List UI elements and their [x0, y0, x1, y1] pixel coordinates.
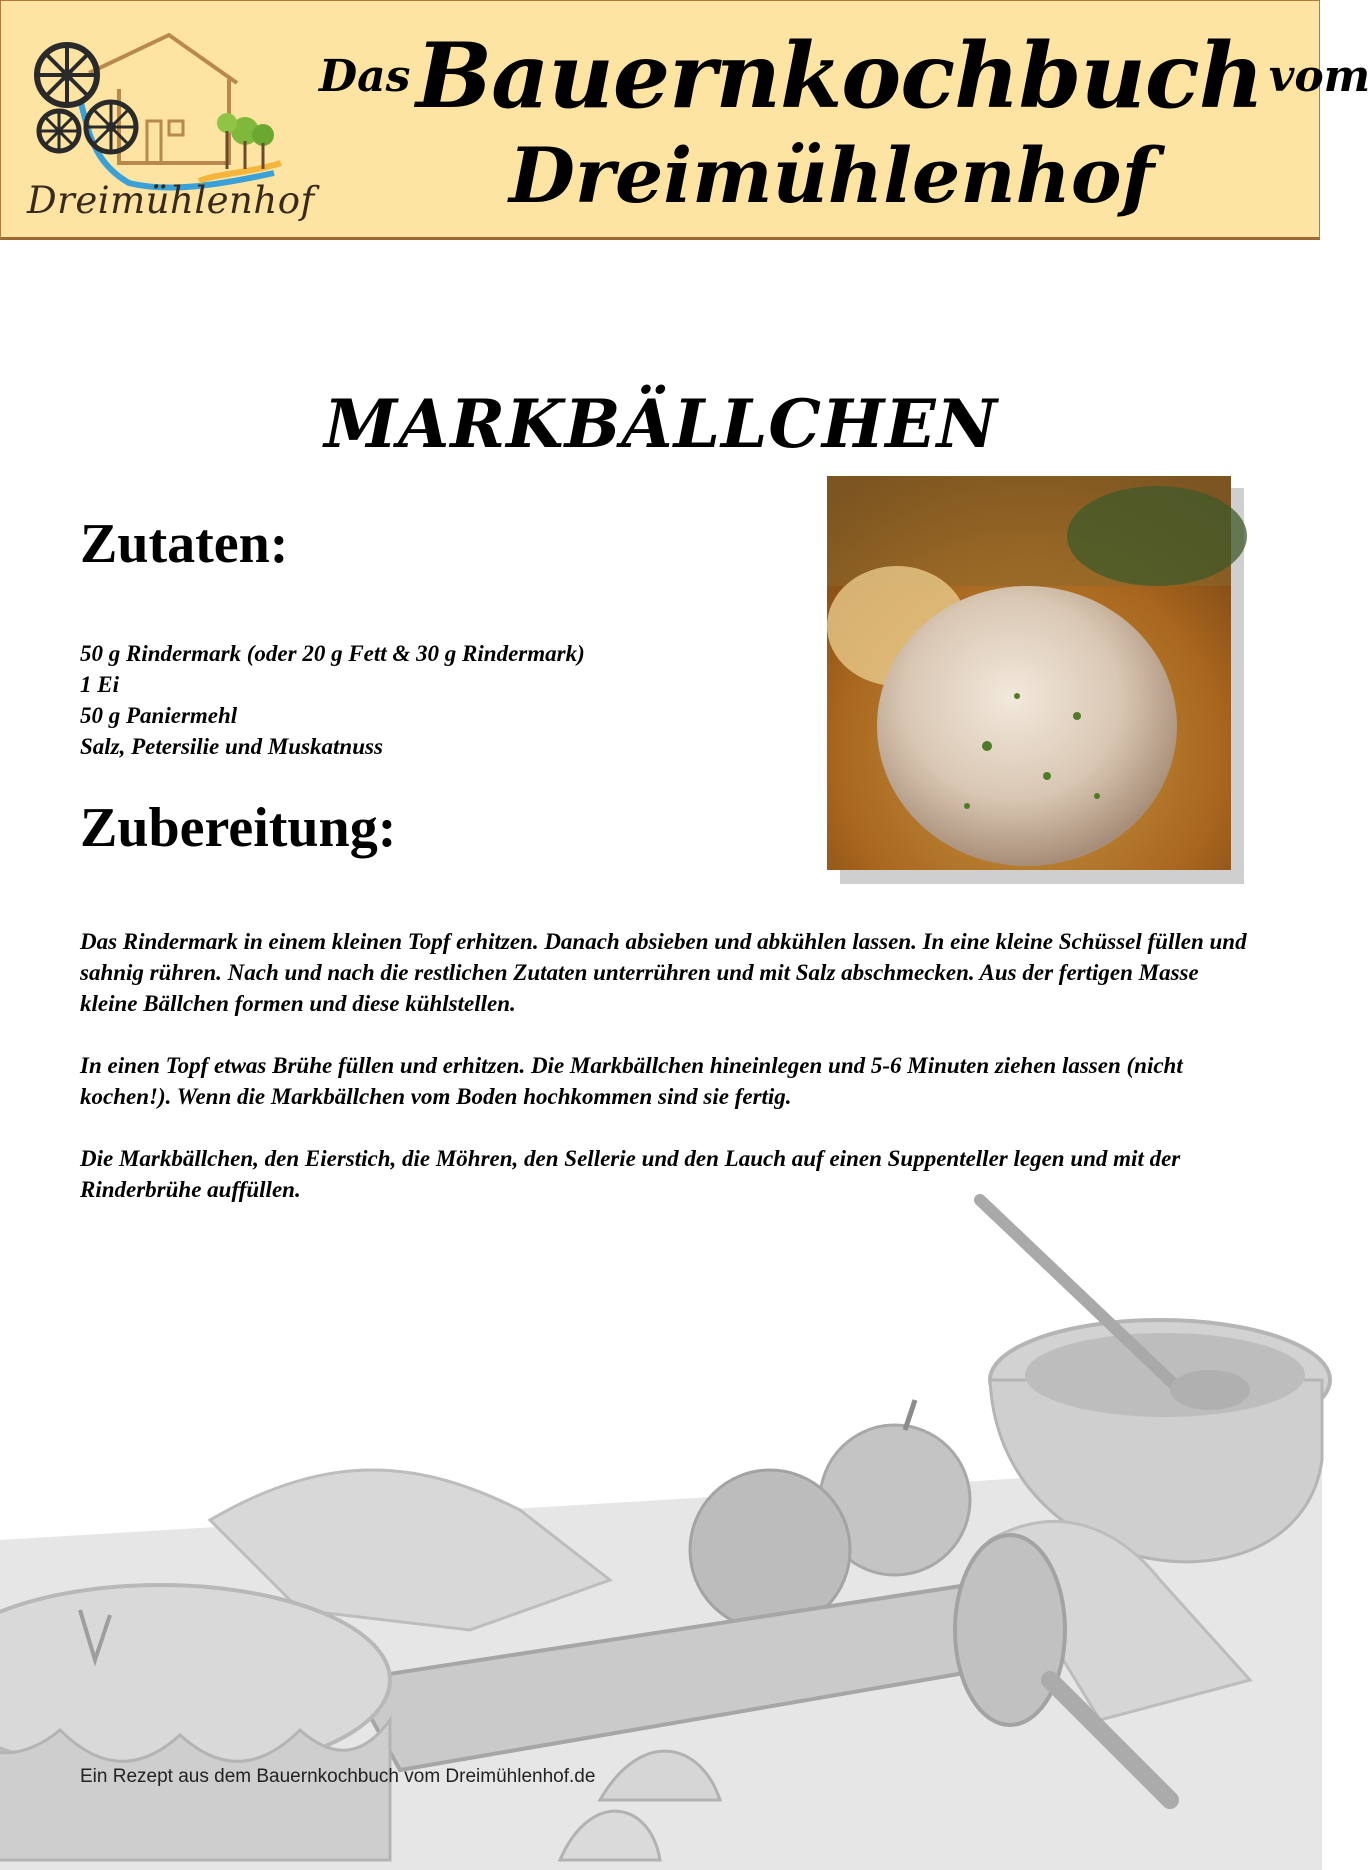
header-banner [0, 0, 1370, 240]
kitchen-illustration-background [0, 1160, 1322, 1870]
preparation-step: Die Markbällchen, den Eierstich, die Möhren, den Sellerie und den Lauch auf einen Suppenteller legen und mit der Rinderbrühe auffüllen. [80, 1146, 1181, 1202]
title-prefix: Das [319, 51, 411, 102]
book-title-line1 [319, 23, 1370, 129]
recipe-title: MARKBÄLLCHEN [324, 385, 998, 463]
ingredients-heading: Zutaten: [80, 513, 289, 575]
preparation-step: In einen Topf etwas Brühe füllen und erhitzen. Die Markbällchen hineinlegen und 5-6 Minuten ziehen lassen (nicht kochen!). Wenn die Markbällchen vom Boden hochkommen sind sie fertig. [80, 1053, 1183, 1109]
preparation-step: Das Rindermark in einem kleinen Topf erhitzen. Danach absieben und abkühlen lassen. In eine kleine Schüssel füllen und sahnig rühren. Nach und nach die restlichen Zutaten unterrühren und mit Salz abschmecken. Aus der fertigen Masse kleine Bällchen formen und diese kühlstellen. [80, 929, 1247, 1016]
ingredient-item: 50 g Paniermehl [80, 703, 238, 728]
ingredient-item: 50 g Rindermark (oder 20 g Fett & 30 g Rindermark) [80, 641, 585, 666]
ingredients-list [80, 638, 585, 762]
footer-text: Ein Rezept aus dem Bauernkochbuch vom Dreimühlenhof.de [80, 1766, 596, 1787]
book-title-line2: Dreimühlenhof [509, 131, 1155, 220]
logo-text: Dreimühlenhof [27, 179, 315, 222]
ingredient-item: Salz, Petersilie und Muskatnuss [80, 734, 383, 759]
ingredient-item: 1 Ei [80, 672, 119, 697]
title-main: Bauernkochbuch [416, 23, 1264, 129]
markballchen-photo [827, 476, 1231, 870]
preparation-heading: Zubereitung: [80, 797, 397, 859]
title-suffix: vom [1268, 51, 1370, 102]
